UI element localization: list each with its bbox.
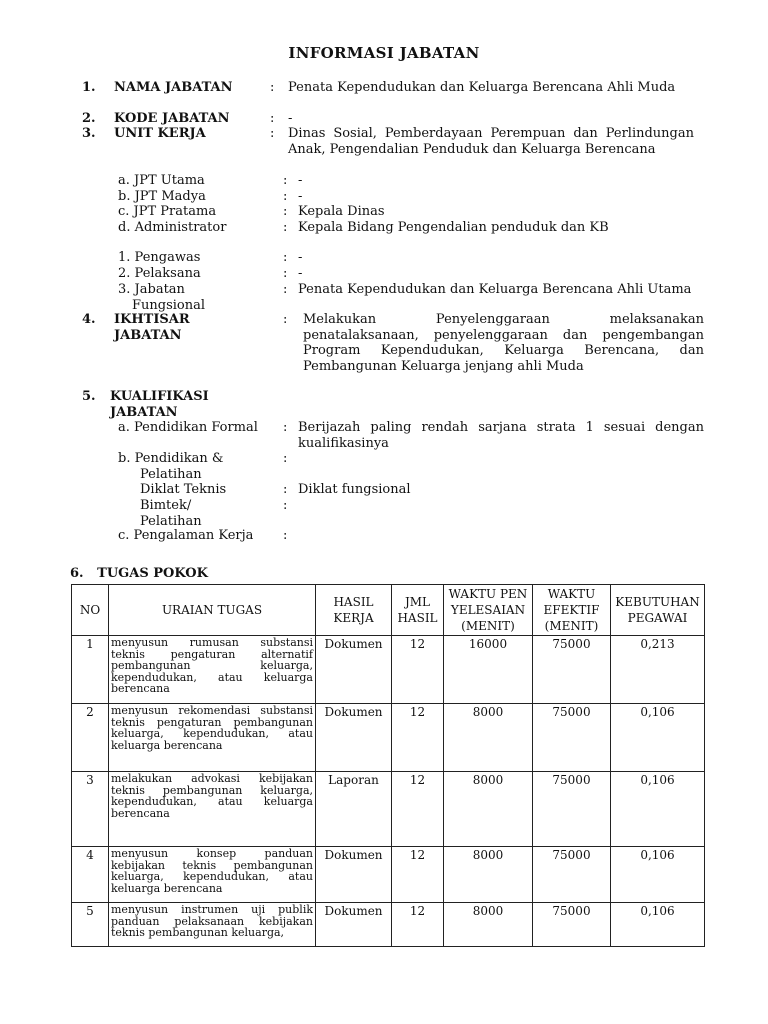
cell-efektif: 75000 <box>533 636 611 704</box>
cell-uraian: menyusun instrumen uji publik panduan pelaksanaan kebijakan teknis pembangunan keluarga, <box>109 903 316 947</box>
field-label: KODE JABATAN <box>114 111 230 126</box>
column-header: JML HASIL <box>392 585 444 636</box>
cell-efektif: 75000 <box>533 903 611 947</box>
column-header: WAKTU PENYELESAIAN (MENIT) <box>444 585 533 636</box>
unit-item-label: 3. Jabatan Fungsional <box>118 282 206 313</box>
cell-kebutuhan: 0,106 <box>611 903 705 947</box>
table-row <box>72 903 705 947</box>
column-header: HASIL KERJA <box>316 585 392 636</box>
colon: : <box>283 482 288 497</box>
kualifikasi-item <box>0 498 768 530</box>
kualifikasi-item <box>0 420 768 452</box>
field-value: - <box>288 111 293 126</box>
field-nama-jabatan <box>0 80 768 112</box>
cell-no: 2 <box>72 704 109 772</box>
field-kode-jabatan <box>0 111 768 127</box>
kualifikasi-item-label: a. Pendidikan Formal <box>118 420 258 435</box>
unit-item-label: a. JPT Utama <box>118 173 205 188</box>
cell-waktu: 8000 <box>444 704 533 772</box>
unit-item <box>0 220 768 236</box>
kualifikasi-item <box>0 482 768 498</box>
field-value: Dinas Sosial, Pemberdayaan Perempuan dan Perlindungan Anak, Pengendalian Penduduk dan Keluarga Berencana <box>288 126 694 157</box>
field-label: KUALIFIKASI JABATAN <box>110 389 209 420</box>
cell-efektif: 75000 <box>533 847 611 903</box>
cell-efektif: 75000 <box>533 772 611 847</box>
field-number: 2. <box>82 111 96 126</box>
colon: : <box>270 126 275 141</box>
cell-waktu: 8000 <box>444 847 533 903</box>
kualifikasi-item-label: Diklat Teknis <box>140 482 227 497</box>
field-number: 5. <box>82 389 96 404</box>
unit-item-label: d. Administrator <box>118 220 227 235</box>
unit-item-value: Kepala Bidang Pengendalian penduduk dan KB <box>298 220 609 235</box>
unit-item-value: - <box>298 189 303 204</box>
unit-item <box>0 282 768 314</box>
cell-waktu: 8000 <box>444 903 533 947</box>
section-tugas-pokok-heading: 6. TUGAS POKOK <box>70 566 208 581</box>
colon: : <box>283 189 288 204</box>
table-row <box>72 847 705 903</box>
colon: : <box>283 528 288 543</box>
cell-kebutuhan: 0,213 <box>611 636 705 704</box>
colon: : <box>283 420 288 435</box>
cell-hasil: Laporan <box>316 772 392 847</box>
unit-item <box>0 204 768 220</box>
kualifikasi-item-label: b. Pendidikan & Pelatihan <box>118 451 224 482</box>
unit-item-value: Kepala Dinas <box>298 204 385 219</box>
cell-waktu: 16000 <box>444 636 533 704</box>
unit-item <box>0 250 768 266</box>
column-header: URAIAN TUGAS <box>109 585 316 636</box>
cell-kebutuhan: 0,106 <box>611 704 705 772</box>
unit-item <box>0 266 768 282</box>
unit-item-label: c. JPT Pratama <box>118 204 217 219</box>
unit-item-label: 1. Pengawas <box>118 250 201 265</box>
field-number: 1. <box>82 80 96 95</box>
cell-no: 5 <box>72 903 109 947</box>
colon: : <box>283 204 288 219</box>
field-ikhtisar-jabatan <box>0 312 768 392</box>
cell-uraian: menyusun rumusan substansi teknis pengaturan alternatif pembangunan keluarga, kependudukan, atau keluarga berencana <box>109 636 316 704</box>
cell-hasil: Dokumen <box>316 847 392 903</box>
column-header: KEBUTUHAN PEGAWAI <box>611 585 705 636</box>
colon: : <box>283 282 288 297</box>
cell-no: 4 <box>72 847 109 903</box>
kualifikasi-item <box>0 451 768 483</box>
unit-item-label: 2. Pelaksana <box>118 266 201 281</box>
field-value: Melakukan Penyelenggaraan melaksanakan penatalaksanaan, penyelenggaraan dan pengembangan Program Kependudukan, Keluarga Berencana, dan Pembangunan Keluarga jenjang ahli Muda <box>303 312 704 374</box>
column-header: WAKTU EFEKTIF (MENIT) <box>533 585 611 636</box>
cell-jml: 12 <box>392 636 444 704</box>
field-number: 3. <box>82 126 96 141</box>
cell-jml: 12 <box>392 704 444 772</box>
field-unit-kerja <box>0 126 768 174</box>
colon: : <box>283 312 288 327</box>
field-value: Penata Kependudukan dan Keluarga Berencana Ahli Muda <box>288 80 676 95</box>
kualifikasi-item-value: Berijazah paling rendah sarjana strata 1 sesuai dengan kualifikasinya <box>298 420 704 451</box>
cell-uraian: menyusun rekomendasi substansi teknis pengaturan pembangunan keluarga, kependudukan, atau keluarga berencana <box>109 704 316 772</box>
unit-item <box>0 173 768 189</box>
tugas-pokok-table <box>71 584 705 947</box>
cell-hasil: Dokumen <box>316 704 392 772</box>
cell-kebutuhan: 0,106 <box>611 847 705 903</box>
colon: : <box>283 451 288 466</box>
cell-jml: 12 <box>392 847 444 903</box>
unit-item <box>0 189 768 205</box>
colon: : <box>283 220 288 235</box>
colon: : <box>270 111 275 126</box>
cell-waktu: 8000 <box>444 772 533 847</box>
cell-uraian: melakukan advokasi kebijakan teknis pembangunan keluarga, kependudukan, atau keluarga berencana <box>109 772 316 847</box>
colon: : <box>283 250 288 265</box>
field-number: 4. <box>82 312 96 327</box>
unit-item-value: - <box>298 266 303 281</box>
document-title: INFORMASI JABATAN <box>288 44 480 62</box>
field-kualifikasi-jabatan <box>0 389 768 421</box>
unit-item-value: Penata Kependudukan dan Keluarga Berencana Ahli Utama <box>298 282 692 297</box>
cell-efektif: 75000 <box>533 704 611 772</box>
colon: : <box>283 266 288 281</box>
colon: : <box>283 498 288 513</box>
field-label: NAMA JABATAN <box>114 80 233 95</box>
table-header-row <box>72 585 705 636</box>
cell-jml: 12 <box>392 772 444 847</box>
kualifikasi-item-label: Bimtek/ Pelatihan <box>140 498 202 529</box>
field-label: IKHTISAR JABATAN <box>114 312 190 343</box>
colon: : <box>270 80 275 95</box>
cell-no: 3 <box>72 772 109 847</box>
unit-item-value: - <box>298 173 303 188</box>
unit-item-value: - <box>298 250 303 265</box>
cell-hasil: Dokumen <box>316 903 392 947</box>
cell-jml: 12 <box>392 903 444 947</box>
kualifikasi-item <box>0 528 768 560</box>
cell-uraian: menyusun konsep panduan kebijakan teknis pembangunan keluarga, kependudukan, atau keluarga berencana <box>109 847 316 903</box>
kualifikasi-item-value: Diklat fungsional <box>298 482 411 497</box>
table-row <box>72 704 705 772</box>
table-row <box>72 772 705 847</box>
column-header: NO <box>72 585 109 636</box>
table-row <box>72 636 705 704</box>
colon: : <box>283 173 288 188</box>
cell-no: 1 <box>72 636 109 704</box>
unit-item-label: b. JPT Madya <box>118 189 206 204</box>
cell-hasil: Dokumen <box>316 636 392 704</box>
kualifikasi-item-label: c. Pengalaman Kerja <box>118 528 254 543</box>
field-label: UNIT KERJA <box>114 126 206 141</box>
cell-kebutuhan: 0,106 <box>611 772 705 847</box>
